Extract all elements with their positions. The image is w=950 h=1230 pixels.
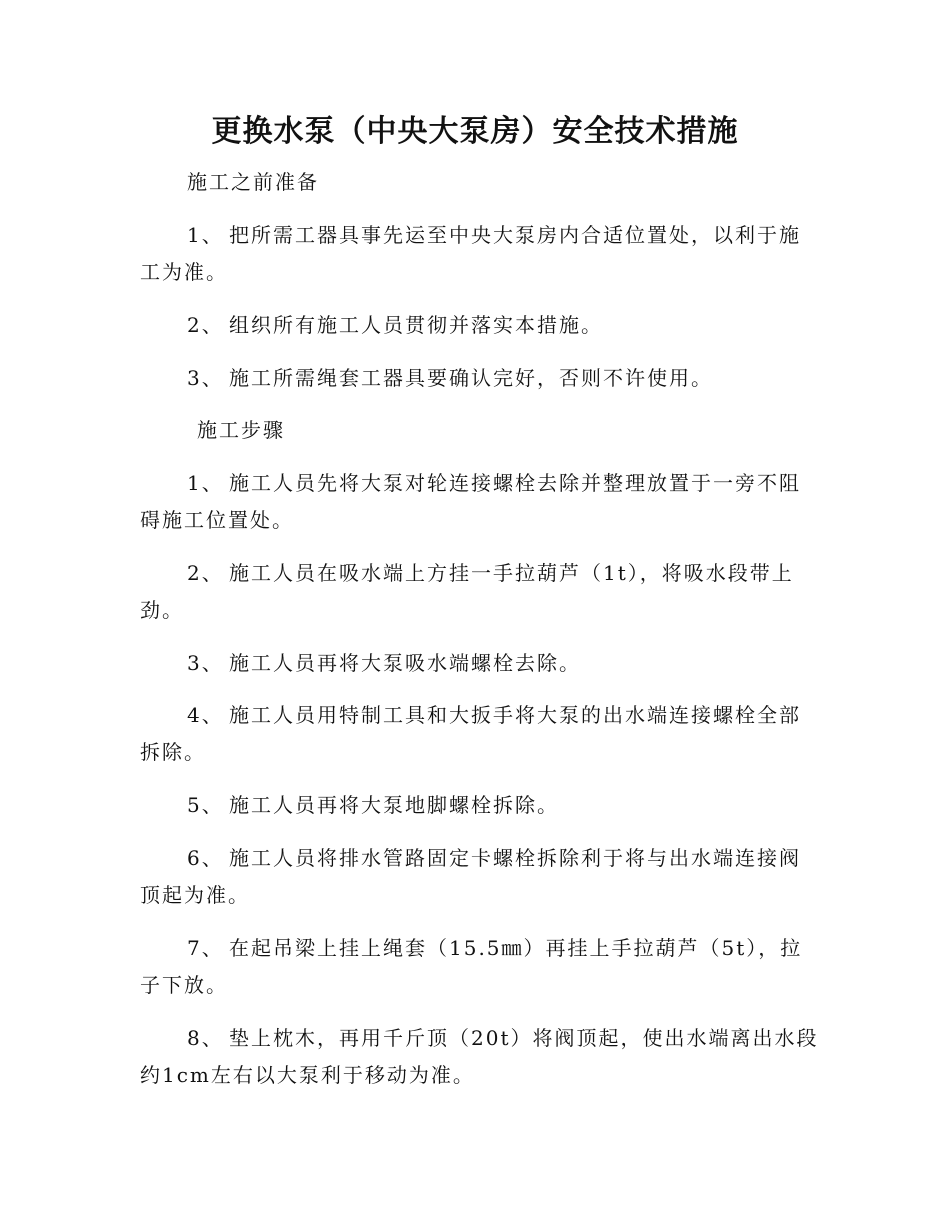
prep-item-3: [187, 364, 713, 392]
step-item-6-continued: 顶起为准。: [140, 883, 250, 907]
item-text: 在起吊梁上挂上绳套（15.5㎜）再挂上手拉葫芦（5t），拉: [229, 936, 803, 960]
item-number: 4、: [187, 703, 224, 727]
item-text: 施工人员再将大泵吸水端螺栓去除。: [229, 651, 581, 675]
step-item-8: [187, 1024, 819, 1052]
item-text: 垫上枕木，再用千斤顶（20t）将阀顶起，使出水端离出水段: [229, 1026, 819, 1050]
step-item-1-continued: 碍施工位置处。: [140, 508, 294, 532]
step-item-3: [187, 649, 581, 677]
item-number: 1、: [187, 471, 224, 495]
item-text: 施工人员在吸水端上方挂一手拉葫芦（1t），将吸水段带上: [229, 561, 794, 585]
item-number: 8、: [187, 1026, 224, 1050]
step-item-8-continued: 约1cm左右以大泵利于移动为准。: [140, 1063, 475, 1087]
item-number: 3、: [187, 651, 224, 675]
item-number: 2、: [187, 313, 224, 337]
item-text: 把所需工器具事先运至中央大泵房内合适位置处，以利于施: [229, 223, 801, 247]
item-number: 6、: [187, 846, 224, 870]
prep-item-1-continued: 工为准。: [140, 260, 228, 284]
step-item-6: [187, 844, 801, 872]
prep-item-2: [187, 311, 603, 339]
step-item-5: [187, 791, 559, 819]
item-text: 施工人员再将大泵地脚螺栓拆除。: [229, 793, 559, 817]
item-number: 2、: [187, 561, 224, 585]
step-item-7-continued: 子下放。: [140, 973, 228, 997]
item-number: 7、: [187, 936, 224, 960]
step-item-4: [187, 701, 801, 729]
step-item-4-continued: 拆除。: [140, 740, 206, 764]
prep-item-1: [187, 221, 801, 249]
item-number: 5、: [187, 793, 224, 817]
item-text: 施工人员将排水管路固定卡螺栓拆除利于将与出水端连接阀: [229, 846, 801, 870]
section-heading-steps: 施工步骤: [197, 418, 285, 442]
step-item-1: [187, 469, 801, 497]
step-item-2: [187, 559, 794, 587]
item-text: 施工人员先将大泵对轮连接螺栓去除并整理放置于一旁不阻: [229, 471, 801, 495]
item-text: 施工人员用特制工具和大扳手将大泵的出水端连接螺栓全部: [229, 703, 801, 727]
item-text: 组织所有施工人员贯彻并落实本措施。: [229, 313, 603, 337]
step-item-2-continued: 劲。: [140, 598, 184, 622]
document-title: 更换水泵（中央大泵房）安全技术措施: [211, 114, 739, 149]
item-number: 1、: [187, 223, 224, 247]
step-item-7: [187, 934, 802, 962]
item-text: 施工所需绳套工器具要确认完好，否则不许使用。: [229, 366, 713, 390]
section-heading-preparation: 施工之前准备: [187, 170, 319, 194]
item-number: 3、: [187, 366, 224, 390]
